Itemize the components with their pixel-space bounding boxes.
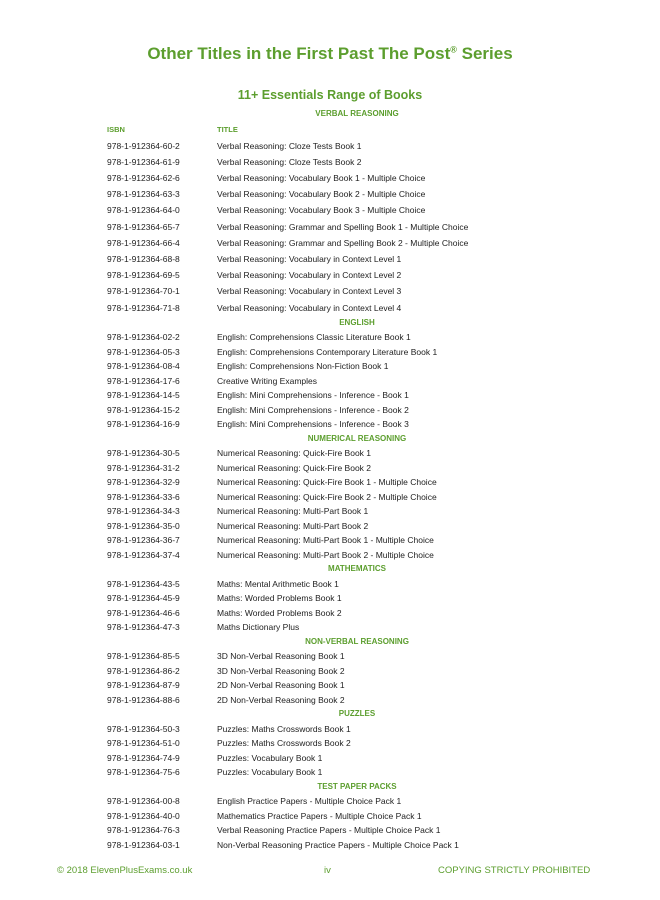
book-title: 2D Non-Verbal Reasoning Book 2 bbox=[217, 694, 345, 705]
book-title: Puzzles: Vocabulary Book 1 bbox=[217, 752, 323, 763]
book-isbn: 978-1-912364-69-5 bbox=[107, 270, 180, 281]
book-row bbox=[107, 138, 547, 154]
book-title: Puzzles: Vocabulary Book 1 bbox=[217, 767, 323, 778]
book-title: Numerical Reasoning: Quick-Fire Book 2 - Multiple Choice bbox=[217, 491, 437, 502]
book-row bbox=[107, 154, 547, 170]
book-title: Verbal Reasoning: Grammar and Spelling Book 2 - Multiple Choice bbox=[217, 237, 469, 248]
section-heading: NON-VERBAL REASONING bbox=[305, 636, 409, 646]
book-title: Puzzles: Maths Crosswords Book 2 bbox=[217, 738, 351, 749]
book-title: English: Comprehensions Non-Fiction Book 1 bbox=[217, 361, 389, 372]
book-row bbox=[107, 374, 547, 389]
book-isbn: 978-1-912364-88-6 bbox=[107, 694, 180, 705]
page-title bbox=[0, 44, 660, 64]
book-isbn: 978-1-912364-02-2 bbox=[107, 332, 180, 343]
book-row bbox=[107, 736, 547, 751]
book-row bbox=[107, 202, 547, 218]
book-row bbox=[107, 475, 547, 490]
book-isbn: 978-1-912364-70-1 bbox=[107, 286, 180, 297]
book-row bbox=[107, 606, 547, 621]
footer-notice: COPYING STRICTLY PROHIBITED bbox=[438, 865, 591, 876]
book-isbn: 978-1-912364-03-1 bbox=[107, 839, 180, 850]
book-title: Numerical Reasoning: Quick-Fire Book 2 bbox=[217, 462, 372, 473]
book-title: Verbal Reasoning Practice Papers - Multiple Choice Pack 1 bbox=[217, 825, 441, 836]
book-isbn: 978-1-912364-86-2 bbox=[107, 665, 180, 676]
book-row bbox=[107, 267, 547, 283]
book-isbn: 978-1-912364-87-9 bbox=[107, 680, 180, 691]
book-row bbox=[107, 359, 547, 374]
page-subtitle: 11+ Essentials Range of Books bbox=[237, 88, 423, 102]
book-row bbox=[107, 330, 547, 345]
book-title: Verbal Reasoning: Cloze Tests Book 2 bbox=[217, 156, 362, 167]
book-isbn: 978-1-912364-45-9 bbox=[107, 593, 180, 604]
section-non-verbal-reasoning bbox=[107, 635, 547, 708]
book-row bbox=[107, 765, 547, 780]
book-row bbox=[107, 504, 547, 519]
book-title: 3D Non-Verbal Reasoning Book 2 bbox=[217, 665, 345, 676]
section-numerical-reasoning bbox=[107, 432, 547, 563]
book-list bbox=[107, 107, 547, 852]
book-isbn: 978-1-912364-31-2 bbox=[107, 462, 180, 473]
book-title: English: Comprehensions Contemporary Literature Book 1 bbox=[217, 346, 438, 357]
book-title: Mathematics Practice Papers - Multiple Choice Pack 1 bbox=[217, 810, 422, 821]
book-title: Verbal Reasoning: Grammar and Spelling Book 1 - Multiple Choice bbox=[217, 221, 469, 232]
book-isbn: 978-1-912364-64-0 bbox=[107, 205, 180, 216]
book-isbn: 978-1-912364-00-8 bbox=[107, 796, 180, 807]
book-isbn: 978-1-912364-34-3 bbox=[107, 506, 180, 517]
book-title: Verbal Reasoning: Vocabulary Book 1 - Multiple Choice bbox=[217, 173, 426, 184]
book-row bbox=[107, 170, 547, 186]
book-row bbox=[107, 823, 547, 838]
book-title: Numerical Reasoning: Quick-Fire Book 1 - Multiple Choice bbox=[217, 477, 437, 488]
book-row bbox=[107, 417, 547, 432]
book-isbn: 978-1-912364-60-2 bbox=[107, 140, 180, 151]
book-isbn: 978-1-912364-32-9 bbox=[107, 477, 180, 488]
book-row bbox=[107, 722, 547, 737]
book-row bbox=[107, 345, 547, 360]
section-heading: TEST PAPER PACKS bbox=[317, 781, 397, 791]
book-row bbox=[107, 838, 547, 853]
book-isbn: 978-1-912364-35-0 bbox=[107, 520, 180, 531]
book-title: Verbal Reasoning: Vocabulary in Context Level 3 bbox=[217, 286, 402, 297]
book-title: Creative Writing Examples bbox=[217, 375, 317, 386]
book-title: English: Mini Comprehensions - Inference - Book 3 bbox=[217, 419, 409, 430]
book-row bbox=[107, 251, 547, 267]
book-title: Numerical Reasoning: Multi-Part Book 1 bbox=[217, 506, 369, 517]
book-row bbox=[107, 548, 547, 563]
book-isbn: 978-1-912364-33-6 bbox=[107, 491, 180, 502]
book-title: Verbal Reasoning: Vocabulary in Context Level 2 bbox=[217, 270, 402, 281]
book-row bbox=[107, 219, 547, 235]
book-title: Verbal Reasoning: Vocabulary Book 2 - Multiple Choice bbox=[217, 189, 426, 200]
book-row bbox=[107, 186, 547, 202]
book-row bbox=[107, 693, 547, 708]
book-isbn: 978-1-912364-16-9 bbox=[107, 419, 180, 430]
book-isbn: 978-1-912364-47-3 bbox=[107, 622, 180, 633]
book-title: English Practice Papers - Multiple Choice Pack 1 bbox=[217, 796, 402, 807]
section-heading: PUZZLES bbox=[338, 709, 376, 719]
footer-copyright: © 2018 ElevenPlusExams.co.uk bbox=[57, 865, 193, 876]
book-row bbox=[107, 235, 547, 251]
section-heading: MATHEMATICS bbox=[328, 564, 386, 574]
book-title: 3D Non-Verbal Reasoning Book 1 bbox=[217, 651, 345, 662]
book-row bbox=[107, 300, 547, 316]
book-title: English: Comprehensions Classic Literature Book 1 bbox=[217, 332, 411, 343]
book-isbn: 978-1-912364-85-5 bbox=[107, 651, 180, 662]
book-title: Numerical Reasoning: Multi-Part Book 2 - Multiple Choice bbox=[217, 549, 434, 560]
book-isbn: 978-1-912364-75-6 bbox=[107, 767, 180, 778]
book-isbn: 978-1-912364-36-7 bbox=[107, 535, 180, 546]
book-row bbox=[107, 664, 547, 679]
book-title: Verbal Reasoning: Vocabulary in Context Level 4 bbox=[217, 302, 402, 313]
section-heading: ENGLISH bbox=[339, 317, 375, 327]
book-title: Puzzles: Maths Crosswords Book 1 bbox=[217, 723, 351, 734]
book-row bbox=[107, 388, 547, 403]
book-isbn: 978-1-912364-68-8 bbox=[107, 254, 180, 264]
book-isbn: 978-1-912364-71-8 bbox=[107, 302, 180, 313]
book-isbn: 978-1-912364-66-4 bbox=[107, 237, 180, 248]
book-row bbox=[107, 794, 547, 809]
section-heading: VERBAL REASONING bbox=[315, 109, 399, 118]
book-row bbox=[107, 809, 547, 824]
book-row bbox=[107, 461, 547, 476]
book-row bbox=[107, 446, 547, 461]
section-english bbox=[107, 316, 547, 432]
book-title: 2D Non-Verbal Reasoning Book 1 bbox=[217, 680, 345, 691]
book-isbn: 978-1-912364-40-0 bbox=[107, 810, 180, 821]
book-row bbox=[107, 519, 547, 534]
book-isbn: 978-1-912364-51-0 bbox=[107, 738, 180, 749]
book-isbn: 978-1-912364-15-2 bbox=[107, 404, 180, 415]
book-title: Numerical Reasoning: Quick-Fire Book 1 bbox=[217, 448, 372, 459]
book-row bbox=[107, 403, 547, 418]
book-title: Maths: Mental Arithmetic Book 1 bbox=[217, 578, 339, 589]
book-row bbox=[107, 283, 547, 299]
book-row bbox=[107, 490, 547, 505]
book-title: Maths: Worded Problems Book 1 bbox=[217, 593, 342, 604]
book-isbn: 978-1-912364-05-3 bbox=[107, 346, 180, 357]
book-isbn: 978-1-912364-43-5 bbox=[107, 578, 180, 589]
section-verbal-reasoning bbox=[107, 107, 547, 316]
section-mathematics bbox=[107, 562, 547, 635]
book-row bbox=[107, 620, 547, 635]
book-isbn: 978-1-912364-46-6 bbox=[107, 607, 180, 618]
section-heading: NUMERICAL REASONING bbox=[307, 433, 407, 443]
book-isbn: 978-1-912364-62-6 bbox=[107, 173, 180, 184]
title-column-header: TITLE bbox=[217, 124, 238, 134]
book-row bbox=[107, 533, 547, 548]
book-isbn: 978-1-912364-17-6 bbox=[107, 375, 180, 386]
book-title: Non-Verbal Reasoning Practice Papers - Multiple Choice Pack 1 bbox=[217, 839, 459, 850]
book-row bbox=[107, 751, 547, 766]
book-isbn: 978-1-912364-74-9 bbox=[107, 752, 180, 763]
registered-mark: ® bbox=[450, 44, 457, 55]
book-isbn: 978-1-912364-61-9 bbox=[107, 156, 180, 167]
title-text: Other Titles in the First Past The Post bbox=[147, 44, 451, 63]
section-puzzles bbox=[107, 707, 547, 780]
section-test-paper-packs bbox=[107, 780, 547, 853]
book-isbn: 978-1-912364-08-4 bbox=[107, 361, 180, 372]
title-end: Series bbox=[456, 44, 513, 63]
book-title: Numerical Reasoning: Multi-Part Book 2 bbox=[217, 520, 369, 531]
isbn-column-header: ISBN bbox=[107, 124, 125, 134]
book-row bbox=[107, 591, 547, 606]
book-isbn: 978-1-912364-63-3 bbox=[107, 189, 180, 200]
book-isbn: 978-1-912364-50-3 bbox=[107, 723, 180, 734]
footer-page-number: iv bbox=[324, 865, 331, 876]
book-title: Verbal Reasoning: Vocabulary in Context Level 1 bbox=[217, 254, 402, 264]
book-title: Numerical Reasoning: Multi-Part Book 1 - Multiple Choice bbox=[217, 535, 434, 546]
book-row bbox=[107, 678, 547, 693]
book-row bbox=[107, 577, 547, 592]
book-title: Maths Dictionary Plus bbox=[217, 622, 300, 633]
book-isbn: 978-1-912364-14-5 bbox=[107, 390, 180, 401]
book-isbn: 978-1-912364-37-4 bbox=[107, 549, 180, 560]
book-title: Maths: Worded Problems Book 2 bbox=[217, 607, 342, 618]
book-isbn: 978-1-912364-65-7 bbox=[107, 221, 180, 232]
book-title: English: Mini Comprehensions - Inference - Book 1 bbox=[217, 390, 409, 401]
book-title: English: Mini Comprehensions - Inference - Book 2 bbox=[217, 404, 409, 415]
book-title: Verbal Reasoning: Vocabulary Book 3 - Multiple Choice bbox=[217, 205, 426, 216]
book-isbn: 978-1-912364-30-5 bbox=[107, 448, 180, 459]
book-isbn: 978-1-912364-76-3 bbox=[107, 825, 180, 836]
book-row bbox=[107, 649, 547, 664]
book-title: Verbal Reasoning: Cloze Tests Book 1 bbox=[217, 140, 362, 151]
column-header-row bbox=[107, 122, 547, 138]
